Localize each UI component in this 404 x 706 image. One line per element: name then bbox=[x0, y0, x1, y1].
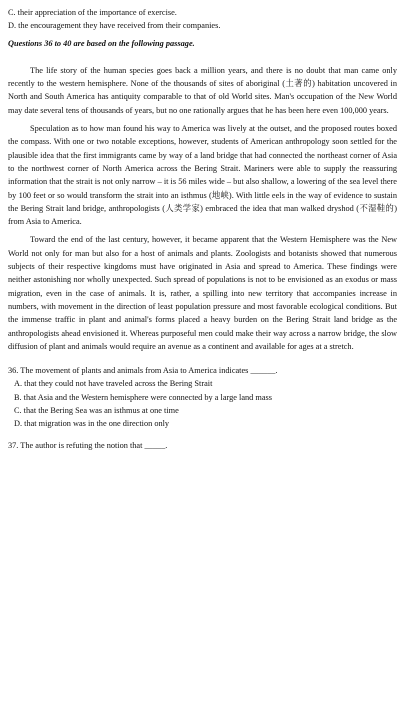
question-stem: 37. The author is refuting the notion that _____. bbox=[8, 440, 168, 450]
option-d: D. the encouragement they have received from their companies. bbox=[8, 21, 221, 31]
paragraph-1: The life story of the human species goes back a million years, and there is no doubt that man came only recently to the western hemisphere. None of the thousands of sites of aboriginal (土著的) habitation uncovered in North and South America has antiquity comparable to that of old World sites. Man's occupation of the New World may date several tens of thousands of years, but no one rationally argues that he has been here even 100,000 years. bbox=[8, 65, 397, 115]
answer-option-c: C. that the Bering Sea was an isthmus at one time bbox=[14, 406, 179, 416]
option-c: C. their appreciation of the importance of exercise. bbox=[8, 8, 177, 17]
question-37 bbox=[8, 439, 397, 452]
previous-question-options bbox=[8, 6, 397, 33]
answer-option-a: A. that they could not have traveled across the Bering Strait bbox=[14, 379, 213, 389]
answer-option-d: D. that migration was in the one direction only bbox=[14, 419, 170, 429]
section-heading: Questions 36 to 40 are based on the following passage. bbox=[8, 38, 195, 48]
answer-option-b: B. that Asia and the Western hemisphere were connected by a large land mass bbox=[14, 392, 272, 402]
question-36 bbox=[8, 364, 397, 430]
passage bbox=[8, 64, 397, 353]
paragraph-3: Toward the end of the last century, however, it became apparent that the Western Hemisphere was the New World not only for man but also for a host of animals and plants. Zoologists and botanists showed that numerous subjects of their respective kingdoms must have originated in Asia and spread to America. These findings were neither astonishing nor wholly unexpected. Such spread of populations is not to be envisioned as an exodus or mass migration, even in the case of animals. It is, rather, a spilling into new territory that accompanies increase in numbers, with movement in the direction of least population pressure and most favorable ecological conditions. But the immense traffic in plant and animal's forms placed a heavy burden on the Bering Strait land bridge as the anthropologists ahead envisioned it. Whereas purposeful men could make their way across a narrow bridge, the slow diffusion of plant and animals would require an avenue as a continent and available for ages at a stretch. bbox=[8, 235, 397, 351]
paragraph-2: Speculation as to how man found his way to America was lively at the outset, and the proposed routes boxed the compass. With one or two notable exceptions, however, students of American anthropology soon settled for the plausible idea that the first immigrants came by way of a land bridge that had connected the northeast corner of Asia to the northwest corner of North America across the Bering Strait. Mariners were able to supply the reassuring information that the strait is not only narrow – it is 56 miles wide – but also shallow, a lowering of the sea level there by 100 feet or so would transform the strait into an isthmus (地峡). With little eels in the way of evidence to sustain the Bering Strait land bridge, anthropologists (人类学家) embraced the idea that man walked dryshod (不湿鞋的) from Asia to America. bbox=[8, 124, 397, 227]
question-stem: 36. The movement of plants and animals from Asia to America indicates ______. bbox=[8, 366, 278, 376]
